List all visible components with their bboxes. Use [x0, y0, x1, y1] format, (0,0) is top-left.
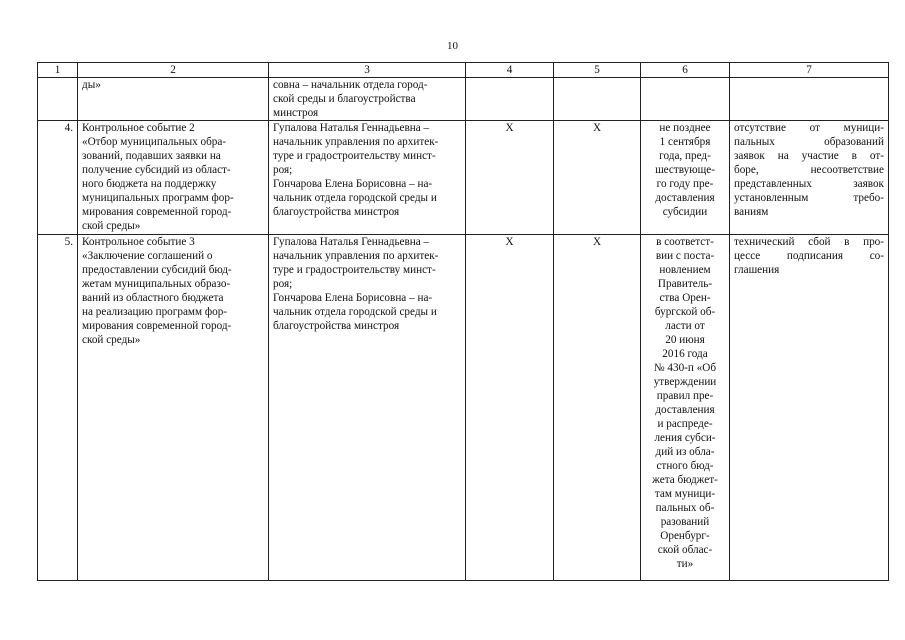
cell-text-line: «Заключение соглашений о — [82, 250, 213, 262]
col5-cell: Х — [554, 121, 641, 235]
cell-text-line: пальных образований — [734, 136, 884, 148]
cell-text-line: мирования современной город- — [82, 320, 232, 332]
cell-text-line: цессе подписания со- — [734, 250, 884, 262]
cell-text-line: глашения — [734, 264, 780, 276]
deadline-cell — [641, 121, 730, 235]
risk-cell — [730, 235, 889, 581]
cell-text-line: Правитель- — [657, 278, 713, 290]
row-number — [38, 78, 78, 121]
cell-text-line: Оренбург- — [660, 530, 710, 542]
cell-text-line: Гупалова Наталья Геннадьевна – — [273, 236, 430, 248]
cell-text-line: Контрольное событие 3 — [82, 236, 195, 248]
cell-text-line: № 430-п «Об — [653, 362, 717, 374]
cell-text-line: ти» — [676, 558, 694, 570]
cell-text-line: бургской об- — [654, 306, 716, 318]
cell-text-line: 2016 года — [662, 348, 708, 360]
column-header: 2 — [78, 63, 269, 78]
event-name-cell — [78, 121, 269, 235]
cell-text-line: Контрольное событие 2 — [82, 122, 195, 134]
col5-cell — [554, 78, 641, 121]
cell-text-line: ской облас- — [657, 544, 713, 556]
responsible-cell — [269, 78, 466, 121]
cell-text-line: в соответст- — [656, 236, 714, 248]
cell-text-line: субсидии — [662, 206, 708, 218]
cell-text-line: 1 сентября — [659, 136, 711, 148]
cell-text-line: ваниям — [734, 206, 769, 218]
cell-text-line: представленных заявок — [734, 178, 884, 190]
cell-text-line: ства Орен- — [659, 292, 711, 304]
cell-text-line: ды» — [82, 79, 101, 91]
risk-cell — [730, 121, 889, 235]
cell-text-line: роя; — [273, 278, 293, 290]
column-header: 7 — [730, 63, 889, 78]
cell-text-line: чальник отдела городской среды и — [273, 192, 437, 204]
cell-text-line: доставления — [655, 404, 715, 416]
cell-text-line: совна – начальник отдела город- — [273, 79, 428, 91]
cell-text-line: утверждении — [653, 376, 717, 388]
cell-text-line: вии с поста- — [655, 250, 715, 262]
cell-text-line: Гончарова Елена Борисовна – на- — [273, 178, 433, 190]
column-header: 5 — [554, 63, 641, 78]
cell-text-line: начальник управления по архитек- — [273, 250, 439, 262]
cell-text-line: туре и градостроительству минст- — [273, 264, 436, 276]
cell-text-line: роя; — [273, 164, 293, 176]
cell-text-line: ской среды» — [82, 334, 141, 346]
cell-text-line: Гупалова Наталья Геннадьевна – — [273, 122, 430, 134]
cell-text-line: ской среды и благоустройства — [273, 93, 416, 105]
cell-text-line: чальник отдела городской среды и — [273, 306, 437, 318]
cell-text-line: не позднее — [659, 122, 711, 134]
cell-text-line: доставления — [655, 192, 715, 204]
col4-cell: Х — [466, 121, 554, 235]
cell-text-line: начальник управления по архитек- — [273, 136, 439, 148]
cell-text-line: дий из обла- — [655, 446, 715, 458]
cell-text-line: минстроя — [273, 107, 319, 119]
cell-text-line: пальных об- — [655, 502, 715, 514]
cell-text-line: получение субсидий из област- — [82, 164, 231, 176]
column-header: 4 — [466, 63, 554, 78]
cell-text-line: ваний из областного бюджета — [82, 292, 224, 304]
cell-text-line: ской среды» — [82, 220, 141, 232]
cell-text-line: ного бюджета на поддержку — [82, 178, 217, 190]
table-row — [38, 121, 889, 235]
row-number: 4. — [38, 121, 78, 235]
cell-text-line: установленным требо- — [734, 192, 884, 204]
cell-text-line: боре, несоответствие — [734, 164, 884, 176]
cell-text-line: благоустройства минстроя — [273, 320, 400, 332]
cell-text-line: Гончарова Елена Борисовна – на- — [273, 292, 433, 304]
cell-text-line: благоустройства минстроя — [273, 206, 400, 218]
cell-text-line: жета бюджет- — [652, 474, 718, 486]
column-header-row — [38, 63, 889, 78]
cell-text-line: предоставлении субсидий бюд- — [82, 264, 232, 276]
table-row — [38, 235, 889, 581]
cell-text-line: шествующе- — [655, 164, 715, 176]
cell-text-line: года, пред- — [659, 150, 711, 162]
event-name-cell — [78, 235, 269, 581]
cell-text-line: муниципальных программ фор- — [82, 192, 234, 204]
column-header: 3 — [269, 63, 466, 78]
cell-text-line: 20 июня — [665, 334, 705, 346]
deadline-cell — [641, 235, 730, 581]
cell-text-line: ласти от — [665, 320, 705, 332]
table-row — [38, 78, 889, 121]
cell-text-line: заявок на участие в от- — [734, 150, 884, 162]
responsible-cell — [269, 121, 466, 235]
cell-text-line: жетам муниципальных образо- — [82, 278, 231, 290]
risk-cell — [730, 78, 889, 121]
cell-text-line: на реализацию программ фор- — [82, 306, 228, 318]
column-header: 1 — [38, 63, 78, 78]
control-events-table — [37, 62, 889, 581]
cell-text-line: стного бюд- — [656, 460, 714, 472]
cell-text-line: технический сбой в про- — [734, 236, 884, 248]
cell-text-line: зований, подавших заявки на — [82, 150, 221, 162]
deadline-cell — [641, 78, 730, 121]
cell-text-line: там муници- — [654, 488, 716, 500]
col4-cell: Х — [466, 235, 554, 581]
row-number: 5. — [38, 235, 78, 581]
responsible-cell — [269, 235, 466, 581]
cell-text-line: разований — [660, 516, 710, 528]
cell-text-line: мирования современной город- — [82, 206, 232, 218]
event-name-cell — [78, 78, 269, 121]
cell-text-line: го году пре- — [656, 178, 714, 190]
col4-cell — [466, 78, 554, 121]
column-header: 6 — [641, 63, 730, 78]
col5-cell: Х — [554, 235, 641, 581]
cell-text-line: новлением — [659, 264, 711, 276]
cell-text-line: и распреде- — [657, 418, 713, 430]
cell-text-line: ления субси- — [654, 432, 716, 444]
cell-text-line: туре и градостроительству минст- — [273, 150, 436, 162]
page-number: 10 — [447, 40, 458, 52]
cell-text-line: правил пре- — [656, 390, 714, 402]
cell-text-line: «Отбор муниципальных обра- — [82, 136, 227, 148]
cell-text-line: отсутствие от муници- — [734, 122, 884, 134]
